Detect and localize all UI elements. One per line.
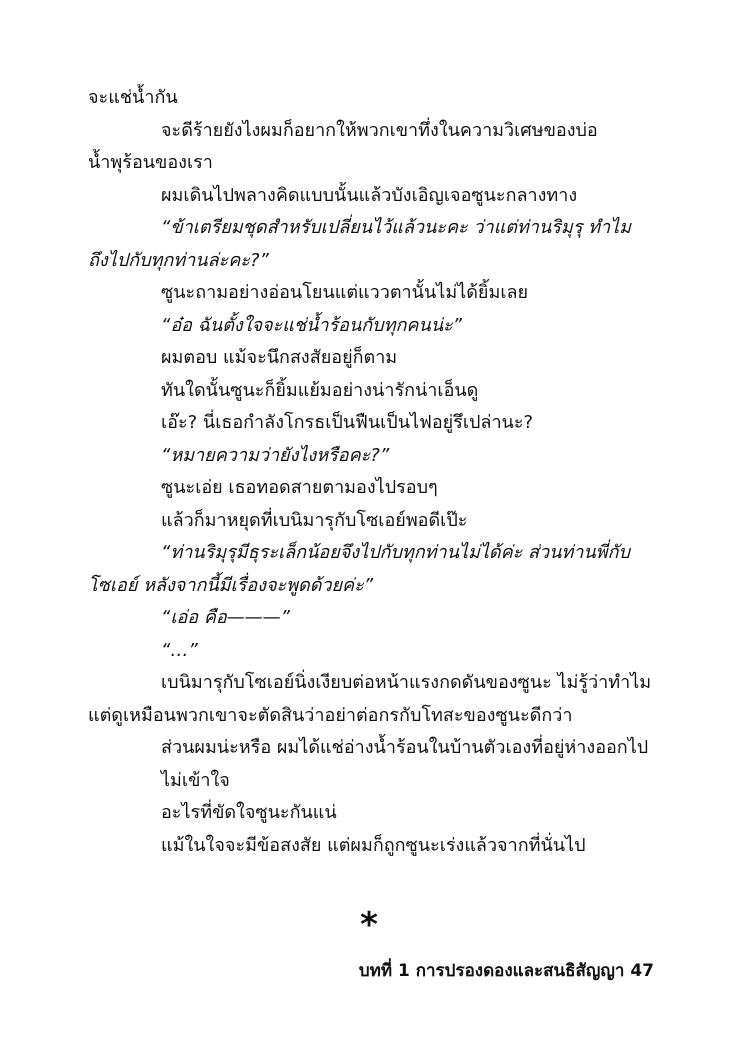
section-separator: * — [360, 905, 378, 945]
text-line: น้ำพุร้อนของเรา — [88, 152, 213, 173]
dialogue-line: “เอ่อ คือ———” — [161, 607, 290, 628]
dialogue-line: “…” — [161, 639, 198, 661]
text-line: ส่วนผมน่ะหรือ ผมได้แช่อ่างน้ำร้อนในบ้านตัวเองที่อยู่ห่างออกไป — [161, 737, 649, 758]
text-line: ไม่เข้าใจ — [161, 769, 230, 791]
dialogue-line: “ข้าเตรียมชุดสำหรับเปลี่ยนไว้แล้วนะคะ ว่าแต่ท่านริมุรุ ทำไม — [161, 217, 631, 238]
text-line: ผมเดินไปพลางคิดแบบนั้นแล้วบังเอิญเจอซูนะกลางทาง — [161, 184, 578, 206]
text-line: ผมตอบ แม้จะนึกสงสัยอยู่ก็ตาม — [161, 347, 398, 368]
text-line: เบนิมารุกับโซเอย์นิ่งเงียบต่อหน้าแรงกดดันของซูนะ ไม่รู้ว่าทำไม — [161, 672, 652, 693]
text-line: แม้ในใจจะมีข้อสงสัย แต่ผมก็ถูกซูนะเร่งแล้วจากที่นั่นไป — [161, 834, 586, 856]
text-line: แต่ดูเหมือนพวกเขาจะตัดสินว่าอย่าต่อกรกับโทสะของซูนะดีกว่า — [88, 704, 573, 726]
text-line: ซูนะถามอย่างอ่อนโยนแต่แววตานั้นไม่ได้ยิ้มเลย — [161, 282, 529, 303]
text-line: ซูนะเอ่ย เธอทอดสายตามองไปรอบๆ — [161, 477, 438, 498]
page-footer: บทที่ 1 การปรองดองและสนธิสัญญา 47 — [358, 961, 654, 981]
dialogue-line: โซเอย์ หลังจากนี้มีเรื่องจะพูดด้วยค่ะ” — [88, 574, 374, 596]
text-line: อะไรที่ขัดใจซูนะกันแน่ — [161, 802, 337, 823]
body-text — [88, 82, 654, 862]
dialogue-line: ถึงไปกับทุกท่านล่ะคะ?” — [88, 249, 269, 271]
dialogue-line: “อ๋อ ฉันตั้งใจจะแช่น้ำร้อนกับทุกคนน่ะ” — [161, 314, 463, 336]
text-line: เอ๊ะ? นี่เธอกำลังโกรธเป็นฟืนเป็นไฟอยู่รึเปล่านะ? — [161, 412, 534, 433]
text-line: ทันใดนั้นซูนะก็ยิ้มแย้มอย่างน่ารักน่าเอ็นดู — [161, 379, 479, 401]
dialogue-line: “หมายความว่ายังไงหรือคะ?” — [161, 444, 390, 466]
text-line: แล้วก็มาหยุดที่เบนิมารุกับโซเอย์พอดีเป๊ะ — [161, 509, 468, 531]
text-line: จะดีร้ายยังไงผมก็อยากให้พวกเขาทึ่งในความวิเศษของบ่อ — [161, 119, 598, 141]
dialogue-line: “ท่านริมุรุมีธุระเล็กน้อยจึงไปกับทุกท่านไม่ได้ค่ะ ส่วนท่านพี่กับ — [161, 542, 630, 563]
text-line: จะแช่น้ำกัน — [88, 87, 178, 108]
